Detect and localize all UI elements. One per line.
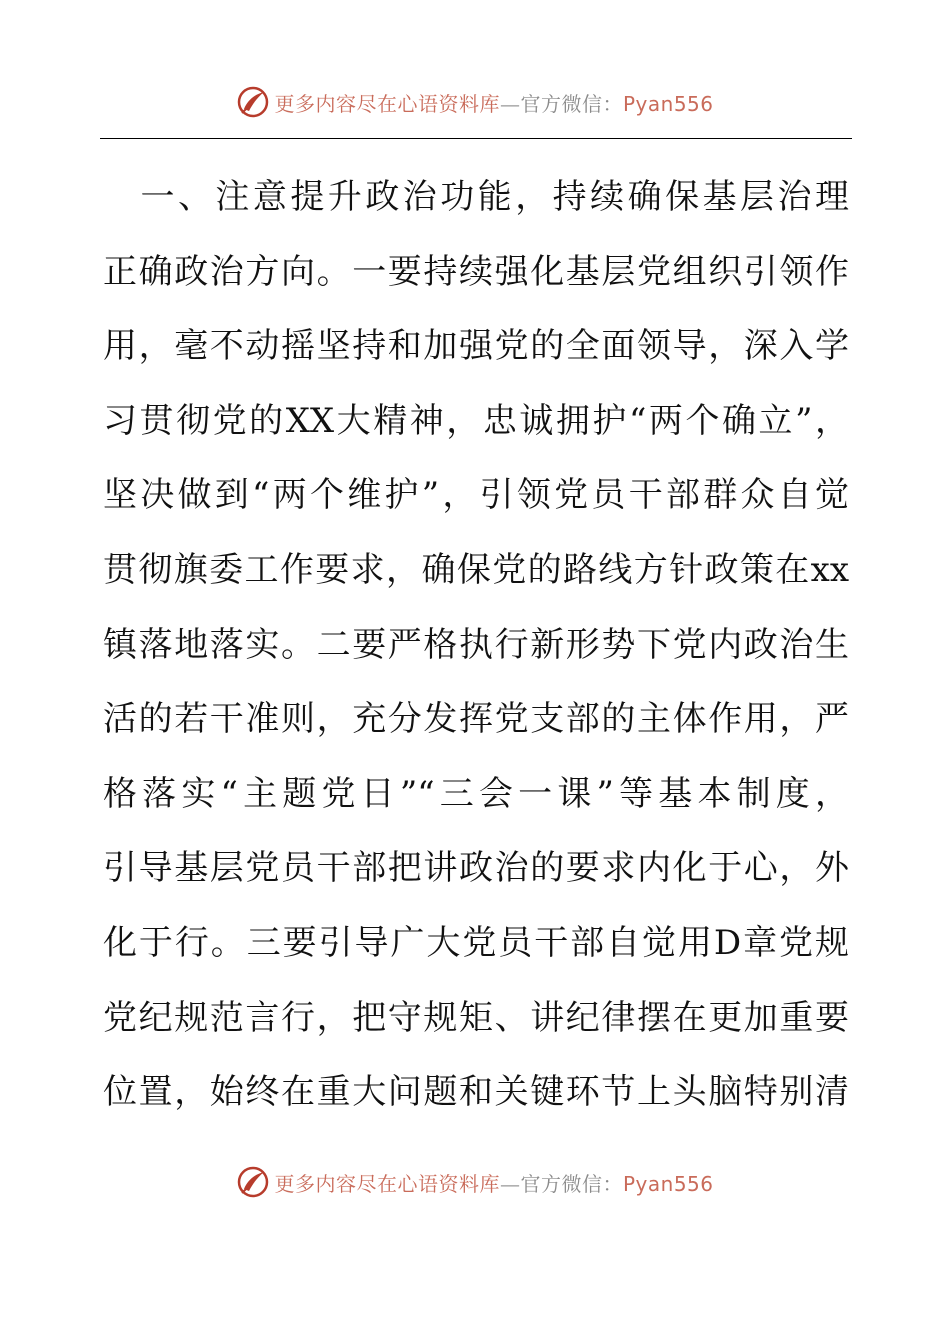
footer-banner-separator: — bbox=[499, 1171, 521, 1196]
header-banner-account: Pyan556 bbox=[622, 91, 714, 116]
body-line: 党纪规范言行，把守规矩、讲纪律摆在更加重要 bbox=[103, 997, 849, 1038]
brand-logo-icon bbox=[236, 1165, 270, 1199]
body-line: 用，毫不动摇坚持和加强党的全面领导，深入学 bbox=[103, 326, 849, 367]
header-banner-separator: — bbox=[499, 91, 521, 116]
footer-banner-text bbox=[274, 1168, 713, 1197]
body-line: 习贯彻党的XX大精神，忠诚拥护“两个确立”， bbox=[103, 400, 849, 441]
footer-banner-account: Pyan556 bbox=[622, 1171, 714, 1196]
footer-banner-title: 更多内容尽在心语资料库 bbox=[274, 1171, 500, 1196]
footer-banner-wechat-label: 官方微信： bbox=[520, 1171, 623, 1196]
footer-banner bbox=[0, 1162, 950, 1202]
document-body bbox=[103, 160, 849, 1130]
body-line: 格落实“主题党日”“三会一课”等基本制度， bbox=[103, 773, 849, 814]
header-banner bbox=[0, 82, 950, 122]
body-line: 引导基层党员干部把讲政治的要求内化于心，外 bbox=[103, 848, 849, 889]
body-line: 正确政治方向。一要持续强化基层党组织引领作 bbox=[103, 251, 849, 292]
header-banner-wechat-label: 官方微信： bbox=[520, 91, 623, 116]
header-banner-text bbox=[274, 88, 713, 117]
body-line: 贯彻旗委工作要求，确保党的路线方针政策在xx bbox=[103, 549, 849, 590]
brand-logo-icon bbox=[236, 85, 270, 119]
header-divider bbox=[100, 138, 852, 139]
header-banner-title: 更多内容尽在心语资料库 bbox=[274, 91, 500, 116]
body-line: 一、注意提升政治功能，持续确保基层治理 bbox=[103, 177, 849, 217]
body-line: 镇落地落实。二要严格执行新形势下党内政治生 bbox=[103, 624, 849, 665]
body-line: 活的若干准则，充分发挥党支部的主体作用，严 bbox=[103, 699, 849, 740]
body-line: 位置，始终在重大问题和关键环节上头脑特别清 bbox=[103, 1072, 849, 1113]
body-line: 坚决做到“两个维护”，引领党员干部群众自觉 bbox=[103, 475, 849, 516]
body-line: 化于行。三要引导广大党员干部自觉用D章党规 bbox=[103, 922, 849, 963]
